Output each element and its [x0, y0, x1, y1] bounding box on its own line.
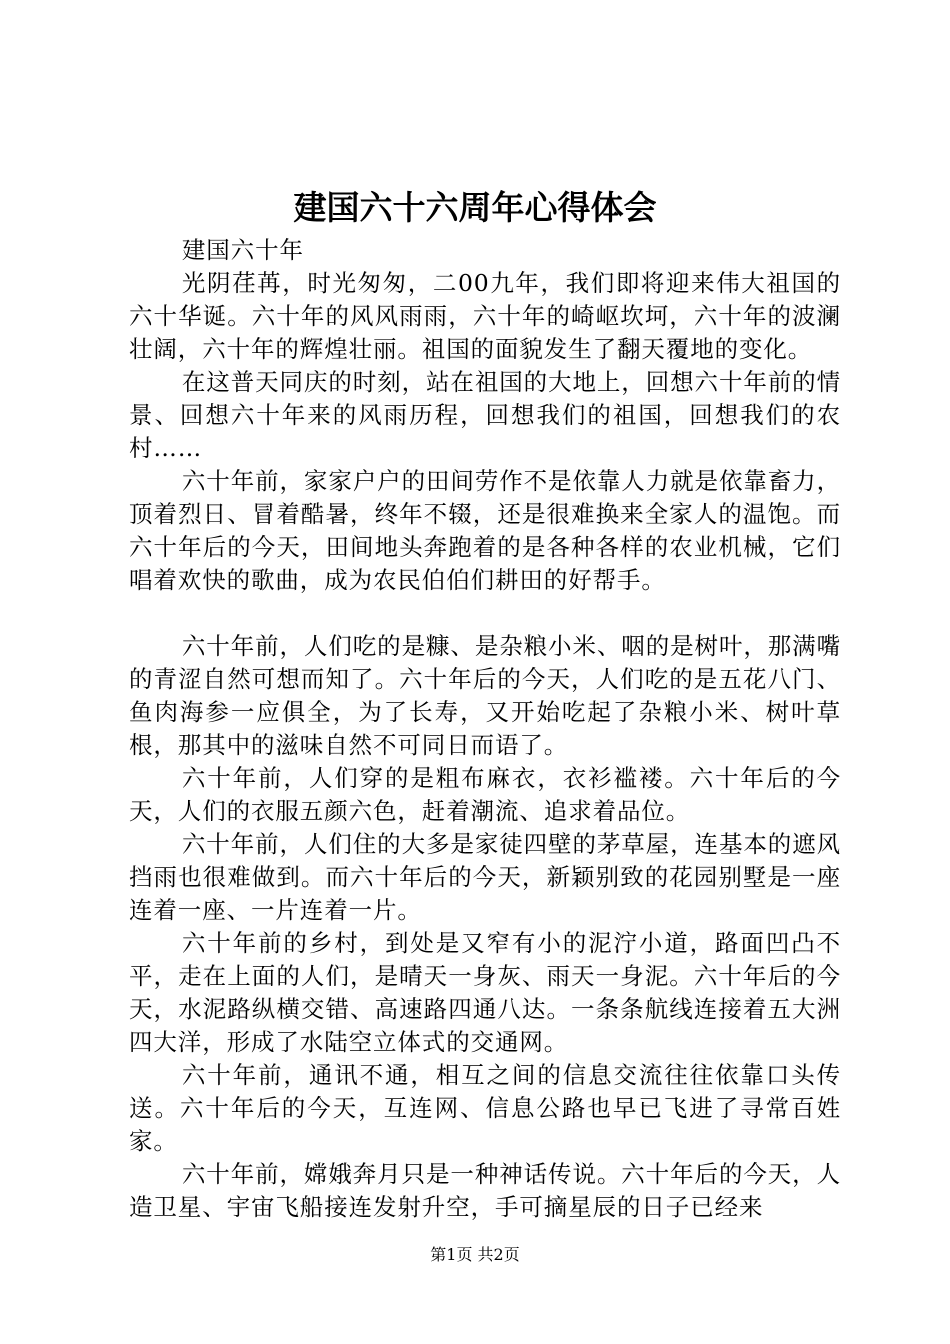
document-title: 建国六十六周年心得体会	[293, 188, 657, 227]
paragraph: 六十年前，人们穿的是粗布麻衣，衣衫褴褛。六十年后的今天，人们的衣服五颜六色，赶着潮流、追求着品位。	[129, 764, 841, 825]
paragraph: 六十年前，人们吃的是糠、是杂粮小米、咽的是树叶，那满嘴的青涩自然可想而知了。六十年后的今天，人们吃的是五花八门、鱼肉海参一应俱全，为了长寿，又开始吃起了杂粮小米、树叶草根，那其中的滋味自然不可同日而语了。	[129, 632, 841, 759]
paragraph: 六十年前，通讯不通，相互之间的信息交流往往依靠口头传送。六十年后的今天，互连网、信息公路也早已飞进了寻常百姓家。	[129, 1061, 841, 1155]
paragraph: 在这普天同庆的时刻，站在祖国的大地上，回想六十年前的情景、回想六十年来的风雨历程，回想我们的祖国，回想我们的农村……	[129, 368, 841, 462]
paragraph: 六十年前，家家户户的田间劳作不是依靠人力就是依靠畜力，顶着烈日、冒着酷暑，终年不辍，还是很难换来全家人的温饱。而六十年后的今天，田间地头奔跑着的是各种各样的农业机械，它们唱着欢快的歌曲，成为农民伯伯们耕田的好帮手。	[129, 467, 841, 594]
document-body	[129, 234, 841, 1224]
paragraph: 六十年前的乡村，到处是又窄有小的泥泞小道，路面凹凸不平，走在上面的人们，是晴天一身灰、雨天一身泥。六十年后的今天，水泥路纵横交错、高速路四通八达。一条条航线连接着五大洲四大洋，形成了水陆空立体式的交通网。	[129, 929, 841, 1056]
paragraph: 光阴荏苒，时光匆匆，二00九年，我们即将迎来伟大祖国的六十华诞。六十年的风风雨雨，六十年的崎岖坎坷，六十年的波澜壮阔，六十年的辉煌壮丽。祖国的面貌发生了翻天覆地的变化。	[129, 269, 841, 363]
paragraph: 建国六十年	[181, 236, 304, 264]
paragraph: 六十年前，人们住的大多是家徒四壁的茅草屋，连基本的遮风挡雨也很难做到。而六十年后的今天，新颖别致的花园别墅是一座连着一座、一片连着一片。	[129, 830, 841, 924]
page-number-footer: 第1页 共2页	[430, 1245, 520, 1264]
paragraph: 六十年前，嫦娥奔月只是一种神话传说。六十年后的今天，人造卫星、宇宙飞船接连发射升空，手可摘星辰的日子已经来	[129, 1160, 841, 1221]
